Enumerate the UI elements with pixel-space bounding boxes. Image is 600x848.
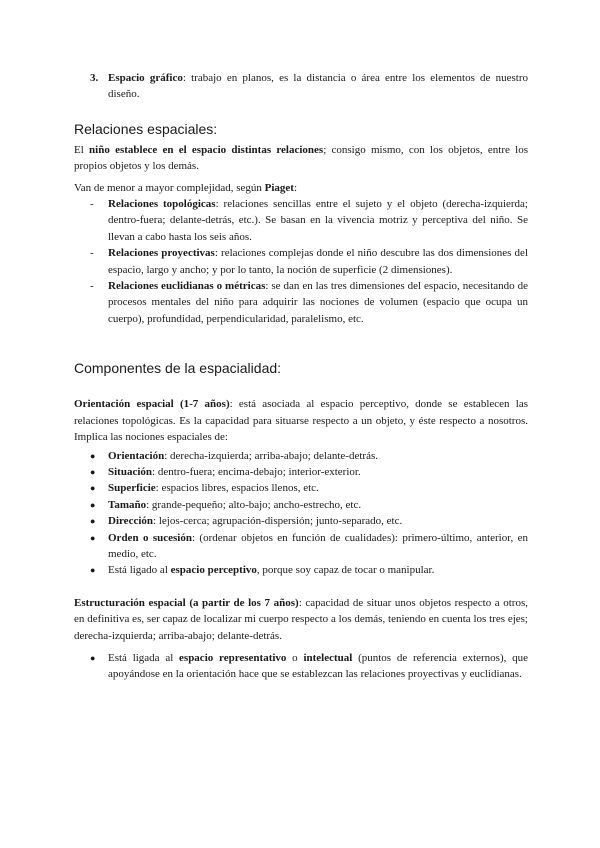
estructuracion-paragraph: Estructuración espacial (a partir de los 7 años): capacidad de situar unos objetos respecto a otros, en definitiva es, ser capaz de localizar mi cuerpo respecto a los demás, teniendo en cuenta los tres ejes; derecha-izquierda; arriba-abajo; delante-detrás. xyxy=(74,596,529,642)
list-item-superficie: ● Superficie: espacios libres, espacios llenos, etc. xyxy=(90,482,319,495)
heading-relaciones: Relaciones espaciales: xyxy=(74,120,218,137)
list-item-tamano: ● Tamaño: grande-pequeño; alto-bajo; ancho-estrecho, etc. xyxy=(90,498,362,511)
list-item-direccion: ● Dirección: lejos-cerca; agrupación-dispersión; junto-separado, etc. xyxy=(90,515,403,528)
item-number: 3. xyxy=(90,72,99,84)
list-item-euclidianas: - Relaciones euclidianas o métricas: se dan en las tres dimensiones del espacio, necesitando de procesos mentales del niño para adquirir las nociones de volumen (espacio que ocupa un cuerpo), profundidad, perpendicularidad, paralelismo, etc. xyxy=(90,280,528,325)
list-item-orden: ● Orden o sucesión: (ordenar objetos en función de cualidades): primero-último, anterior, en medio, etc. xyxy=(90,531,528,560)
nociones-list xyxy=(74,448,528,579)
item-term: Espacio gráfico xyxy=(108,72,183,84)
list-item-ligada-representativo: ● Está ligada al espacio representativo o intelectual (puntos de referencia externos), que apoyándose en la orientación hace que se establezcan las relaciones proyectivas y euclidianas. xyxy=(90,651,528,681)
intro-paragraph: El niño establece en el espacio distintas relaciones; consigo mismo, con los objetos, entre los propios objetos y los demás. xyxy=(74,143,528,173)
list-item-orientacion: ● Orientación: derecha-izquierda; arriba-abajo; delante-detrás. xyxy=(90,449,378,462)
list-item-topologicas: - Relaciones topológicas: relaciones sencillas entre el sujeto y el objeto (derecha-izquierda; dentro-fuera; delante-detrás, etc.). Se basan en la vivencia motriz y perceptiva del niño. Se llevan a cabo hasta los seis años. xyxy=(90,198,528,243)
list-item-proyectivas: - Relaciones proyectivas: relaciones complejas donde el niño descubre las dos dimensiones del espacio, largo y ancho; y por lo tanto, la noción de superficie (2 dimensiones). xyxy=(90,247,529,276)
item-text: Espacio gráfico: trabajo en planos, es la distancia o área entre los elementos de nuestro diseño. xyxy=(108,72,528,101)
piaget-paragraph: Van de menor a mayor complejidad, según Piaget: xyxy=(74,181,297,194)
document-page xyxy=(74,70,528,683)
heading-componentes: Componentes de la espacialidad: xyxy=(74,360,282,377)
list-item-situacion: ● Situación: dentro-fuera; encima-debajo; interior-exterior. xyxy=(90,465,361,478)
numbered-item-espacio-grafico xyxy=(74,70,528,103)
list-item-ligado-perceptivo: ● Está ligado al espacio perceptivo, porque soy capaz de tocar o manipular. xyxy=(90,564,435,577)
orientacion-paragraph: Orientación espacial (1-7 años): está asociada al espacio perceptivo, donde se establecen las relaciones topológicas. Es la capacidad para situarse respecto a un objeto, y éste respecto a nosotros. Implica las nociones espaciales de: xyxy=(74,398,528,444)
